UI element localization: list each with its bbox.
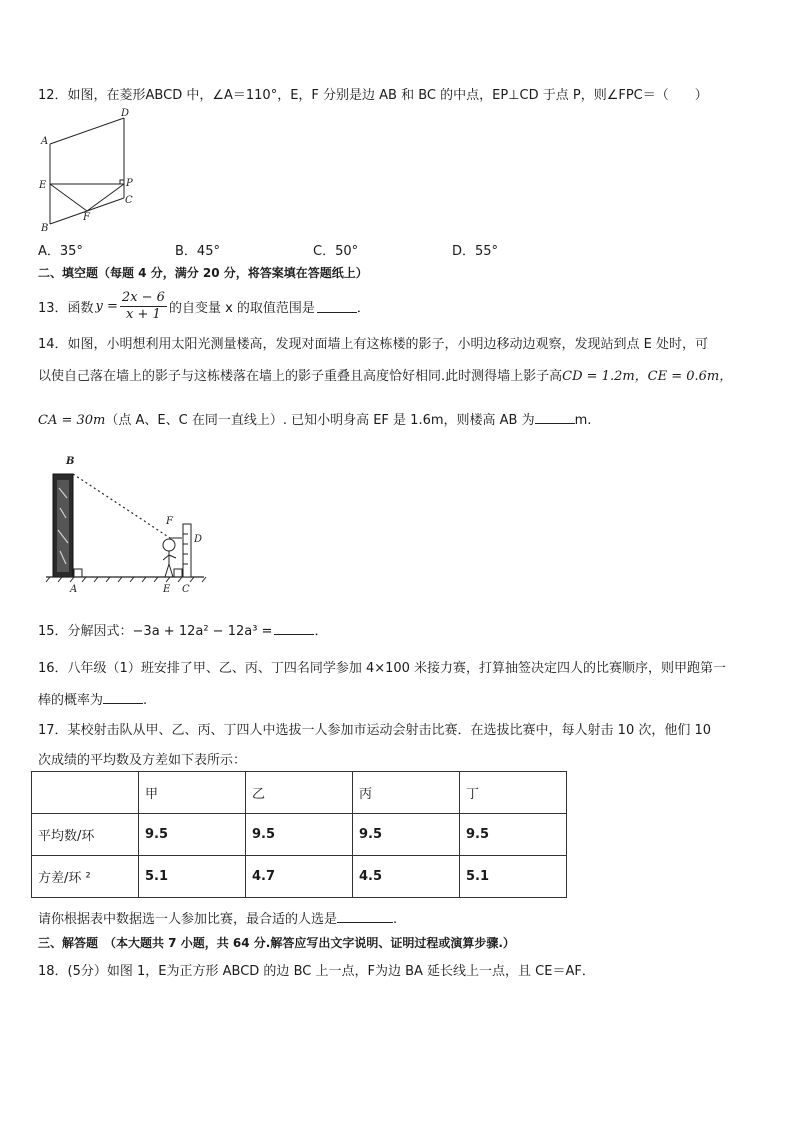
q17-after-end: . — [393, 912, 398, 927]
q14-line2 — [38, 365, 732, 384]
q17-line1: 17．某校射击队从甲、乙、丙、丁四人中选拔一人参加市运动会射击比赛．在选拔比赛中，每人射击 10 次，他们 10 — [38, 723, 712, 738]
table-header-cell: 乙 — [246, 772, 353, 814]
q14-answer-blank[interactable] — [535, 411, 575, 424]
q13-end: ． — [356, 300, 370, 316]
q13-numerator: 2x − 6 — [121, 289, 165, 305]
table-cell: 9.5 — [246, 814, 353, 856]
q16-line2 — [38, 689, 147, 708]
q15-end: ． — [314, 624, 328, 639]
q17-answer-blank[interactable] — [337, 910, 393, 923]
q13-post: 的自变量 x 的取值范围是 — [168, 300, 315, 316]
q15-answer-blank[interactable] — [274, 622, 314, 635]
building-shadow-figure — [38, 448, 210, 596]
label-F: F — [83, 212, 90, 223]
q14-line3 — [38, 409, 591, 428]
table-cell: 4.7 — [246, 856, 353, 898]
table-row — [32, 814, 567, 856]
table-header-cell: 丙 — [353, 772, 460, 814]
q16-line2-text: 棒的概率为 — [38, 693, 104, 708]
q13-denominator: x + 1 — [126, 306, 161, 322]
q12-text: 12．如图，在菱形ABCD 中，∠A＝110°，E，F 分别是边 AB 和 BC 的中点，EP⊥CD 于点 P，则∠FPC＝（ ） — [38, 88, 708, 103]
q12-option-b: B．45° — [175, 244, 220, 259]
row-label: 方差/环 ² — [32, 856, 139, 898]
label-E: E — [163, 584, 171, 595]
q14-line1: 14．如图，小明想利用太阳光测量楼高，发现对面墙上有这栋楼的影子，小明边移动边观察，发现站到点 E 处时，可 — [38, 337, 709, 352]
q14-line3-math: CA = 30m — [38, 413, 106, 428]
table-header-cell: 丁 — [460, 772, 567, 814]
q14-line3-end: m. — [574, 413, 592, 428]
q16-answer-blank[interactable] — [103, 691, 143, 704]
q16-line1: 16．八年级（1）班安排了甲、乙、丙、丁四名同学参加 4×100 米接力赛，打算抽签决定四人的比赛顺序，则甲跑第一 — [38, 661, 727, 676]
q13-pre: 13．函数 — [38, 300, 94, 316]
q15 — [38, 620, 327, 639]
section-heading-solve: 三、解答题 （本大题共 7 小题，共 64 分.解答应写出文字说明、证明过程或演算步骤.） — [38, 936, 515, 950]
label-D: D — [121, 108, 130, 119]
rhombus-figure — [36, 106, 146, 234]
label-B: B — [66, 456, 75, 467]
label-E: E — [39, 180, 47, 191]
section-heading-fill-in: 二、填空题（每题 4 分，满分 20 分，将答案填在答题纸上） — [38, 266, 368, 280]
q16-end: . — [143, 693, 148, 708]
q13-y: y = — [95, 298, 118, 314]
q14-line2-text: 以使自己落在墙上的影子与这栋楼落在墙上的影子重叠且高度恰好相同.此时测得墙上影子高 — [38, 369, 563, 384]
table-header-row — [32, 772, 567, 814]
table-header-cell — [32, 772, 139, 814]
row-label: 平均数/环 — [32, 814, 139, 856]
q17-line2: 次成绩的平均数及方差如下表所示： — [38, 753, 247, 768]
label-C: C — [125, 195, 133, 206]
q13-answer-blank[interactable] — [317, 300, 357, 313]
q17-after — [38, 908, 397, 927]
table-cell: 5.1 — [460, 856, 567, 898]
q12-option-c: C．50° — [313, 244, 359, 259]
table-cell: 9.5 — [139, 814, 246, 856]
q12-option-d: D．55° — [452, 244, 499, 259]
q12-option-a: A．35° — [38, 244, 83, 259]
q15-text: 15．分解因式：−3a + 12a² − 12a³ = — [38, 624, 273, 639]
table-cell: 9.5 — [460, 814, 567, 856]
table-cell: 5.1 — [139, 856, 246, 898]
q13 — [38, 288, 370, 324]
label-A: A — [70, 584, 78, 595]
q17-after-text: 请你根据表中数据选一人参加比赛，最合适的人选是 — [38, 912, 338, 927]
label-B: B — [41, 223, 49, 234]
q14-line3-text: （点 A、E、C 在同一直线上）. 已知小明身高 EF 是 1.6m，则楼高 AB 为 — [105, 413, 535, 428]
table-header-cell: 甲 — [139, 772, 246, 814]
label-A: A — [41, 136, 49, 147]
label-F: F — [166, 516, 173, 527]
table-cell: 9.5 — [353, 814, 460, 856]
q14-line2-math: CD = 1.2m，CE = 0.6m， — [562, 369, 733, 384]
scores-table — [31, 771, 567, 898]
q18-text: 18．(5分）如图 1，E为正方形 ABCD 的边 BC 上一点，F为边 BA 延长线上一点，且 CE＝AF． — [38, 964, 595, 979]
table-cell: 4.5 — [353, 856, 460, 898]
label-C: C — [182, 584, 190, 595]
label-P: P — [126, 178, 133, 189]
q13-fraction — [120, 290, 167, 323]
label-D: D — [194, 534, 203, 545]
table-row — [32, 856, 567, 898]
